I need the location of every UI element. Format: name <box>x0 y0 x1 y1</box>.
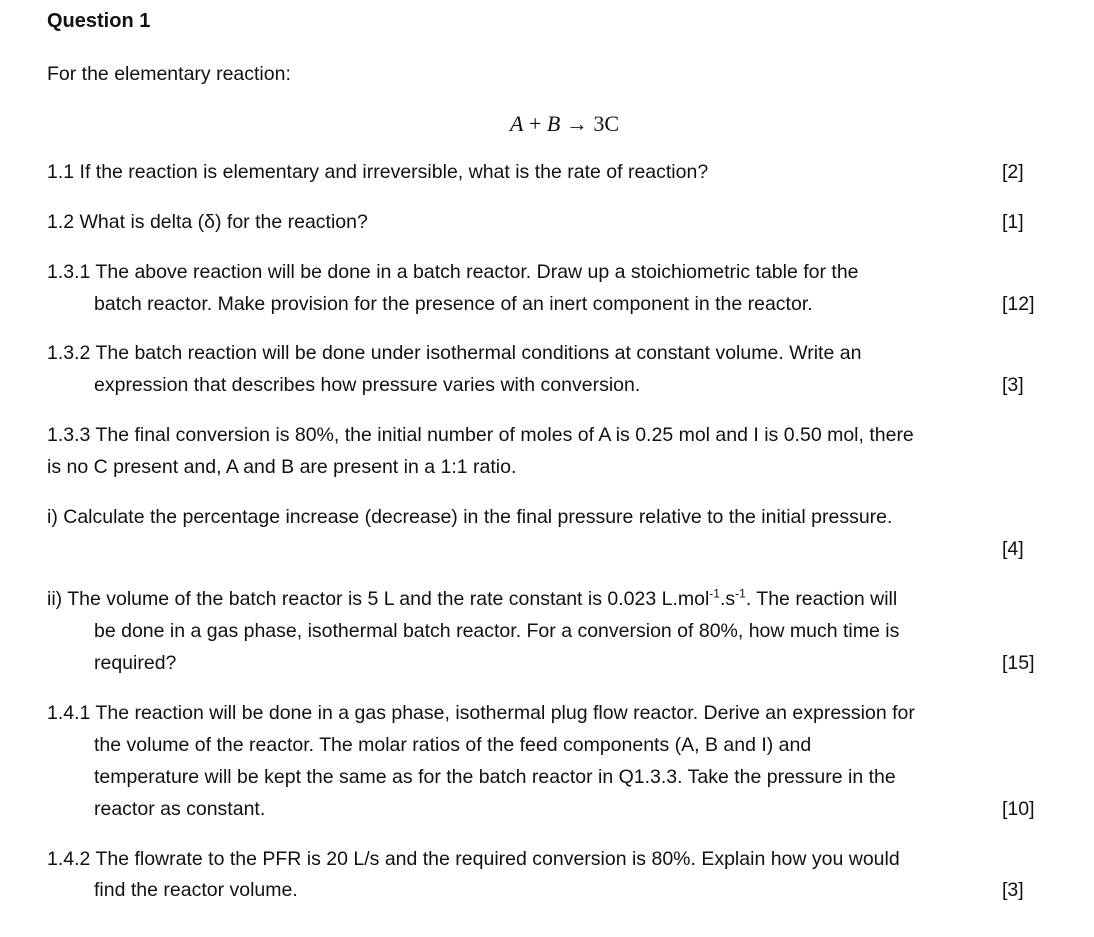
question-ii-line2: be done in a gas phase, isothermal batch reactor. For a conversion of 80%, how much time is <box>94 620 900 642</box>
question-ii-line3: required? <box>94 652 177 674</box>
question-i-text: i) Calculate the percentage increase (decrease) in the final pressure relative to the initial pressure. <box>47 506 893 528</box>
question-1-3-1-line1: 1.3.1 The above reaction will be done in a batch reactor. Draw up a stoichiometric table for the <box>47 261 859 283</box>
question-ii-line1-part-c: . The reaction will <box>745 588 898 610</box>
question-1-3-2-line2: expression that describes how pressure varies with conversion. <box>94 374 641 396</box>
question-1-4-1-line2: the volume of the reactor. The molar ratios of the feed components (A, B and I) and <box>94 734 812 756</box>
question-ii-line1-part-a: ii) The volume of the batch reactor is 5 L and the rate constant is 0.023 L.mol <box>47 588 710 610</box>
reaction-arrow: → <box>565 111 588 136</box>
species-b: B <box>546 111 561 136</box>
question-1-4-2-marks: [3] <box>1002 879 1024 901</box>
species-a: A <box>510 111 524 136</box>
question-1-4-1-line4: reactor as constant. <box>94 798 266 820</box>
question-ii-line1 <box>47 583 897 615</box>
question-1-4-1-line3: temperature will be kept the same as for the batch reactor in Q1.3.3. Take the pressure in the <box>94 766 896 788</box>
question-1-3-2-marks: [3] <box>1002 374 1024 396</box>
question-1-3-2-line1: 1.3.2 The batch reaction will be done under isothermal conditions at constant volume. Write an <box>47 342 862 364</box>
intro-text: For the elementary reaction: <box>47 63 291 85</box>
question-1-1-marks: [2] <box>1002 161 1024 183</box>
question-1-3-1-line2: batch reactor. Make provision for the presence of an inert component in the reactor. <box>94 293 813 315</box>
question-1-4-2-line2: find the reactor volume. <box>94 879 298 901</box>
reaction-equation <box>510 108 619 140</box>
question-title: Question 1 <box>47 10 151 32</box>
species-c: 3C <box>593 111 620 136</box>
question-ii-sup-2: -1 <box>735 586 746 601</box>
question-1-2-marks: [1] <box>1002 211 1024 233</box>
question-1-4-1-line1: 1.4.1 The reaction will be done in a gas phase, isothermal plug flow reactor. Derive an expression for <box>47 702 915 724</box>
question-ii-marks: [15] <box>1002 652 1035 674</box>
question-1-4-1-marks: [10] <box>1002 798 1035 820</box>
plus-sign: + <box>528 111 542 136</box>
question-1-3-3-line1: 1.3.3 The final conversion is 80%, the initial number of moles of A is 0.25 mol and I is 0.50 mol, there <box>47 424 914 446</box>
question-1-2-text: 1.2 What is delta (δ) for the reaction? <box>47 211 368 233</box>
question-1-1-text: 1.1 If the reaction is elementary and irreversible, what is the rate of reaction? <box>47 161 709 183</box>
question-ii-line1-part-b: .s <box>719 588 736 610</box>
question-ii-sup-1: -1 <box>709 586 720 601</box>
question-1-4-2-line1: 1.4.2 The flowrate to the PFR is 20 L/s and the required conversion is 80%. Explain how you would <box>47 848 900 870</box>
question-i-marks: [4] <box>1002 538 1024 560</box>
question-1-3-3-line2: is no C present and, A and B are present in a 1:1 ratio. <box>47 456 517 478</box>
question-1-3-1-marks: [12] <box>1002 293 1035 315</box>
